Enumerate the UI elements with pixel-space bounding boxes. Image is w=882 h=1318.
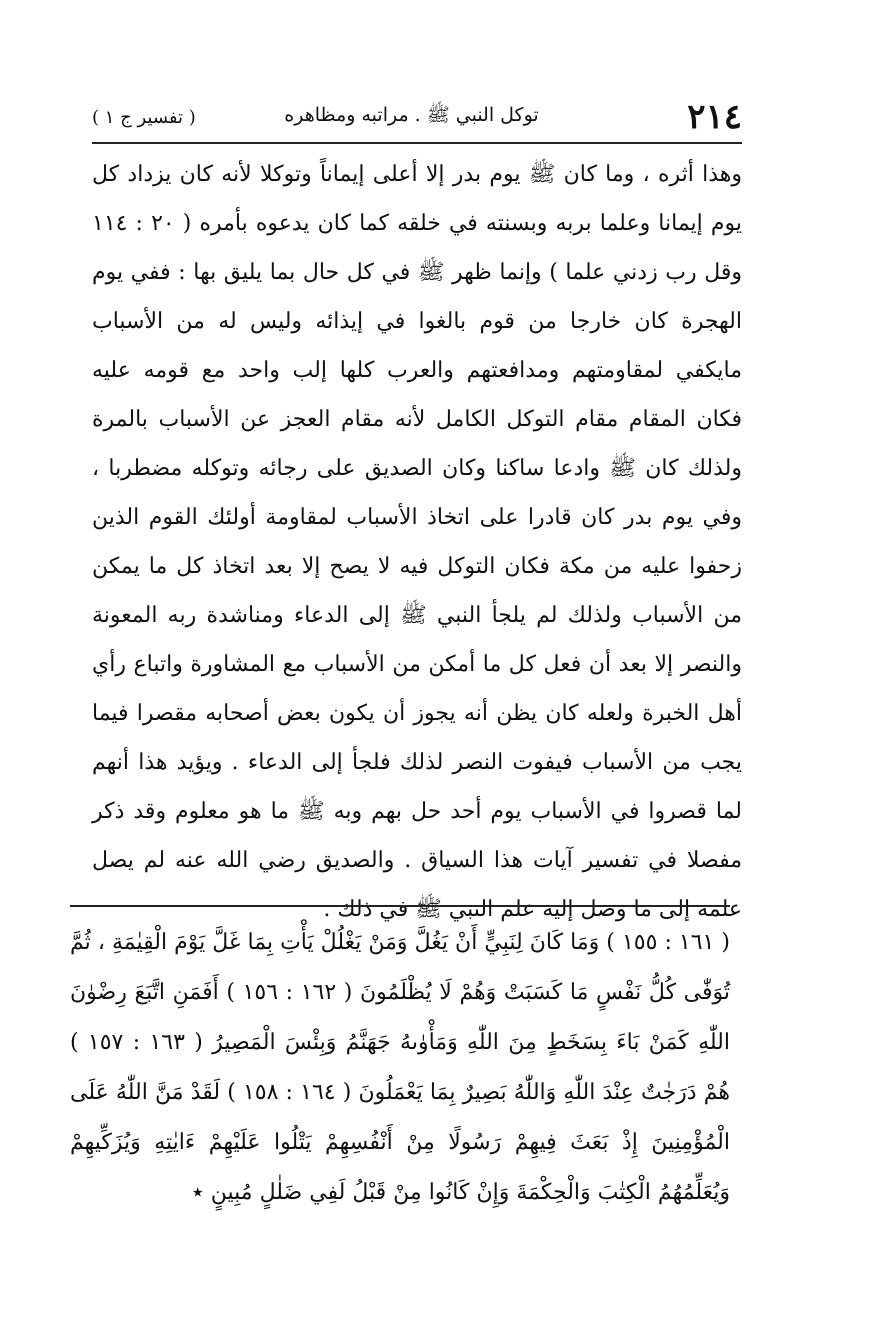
page-header (92, 92, 742, 144)
quran-verses-block (70, 918, 730, 1218)
commentary-paragraph: وهذا أثره ، وما كان ﷺ يوم بدر إلا أعلى إيماناً وتوكلا لأنه كان يزداد كل يوم إيمانا وعلما بربه وبسنته في خلقه كما كان يدعوه بأمره ( ٢٠ : ١١٤ وقل رب زدني علما ) وإنما ظهر ﷺ في كل حال بما يليق بها : ففي يوم الهجرة كان خارجا من قوم بالغوا في إيذائه وليس له من الأسباب مايكفي لمقاومتهم ومدافعتهم والعرب كلها إلب واحد مع قومه عليه فكان المقام مقام التوكل الكامل لأنه مقام العجز عن الأسباب بالمرة ولذلك كان ﷺ وادعا ساكنا وكان الصديق على رجائه وتوكله مضطربا ، وفي يوم بدر كان قادرا على اتخاذ الأسباب لمقاومة أولئك القوم الذين زحفوا عليه من مكة فكان التوكل فيه لا يصح إلا بعد اتخاذ كل ما يمكن من الأسباب ولذلك لم يلجأ النبي ﷺ إلى الدعاء ومناشدة ربه المعونة والنصر إلا بعد أن فعل كل ما أمكن من الأسباب مع المشاورة واتباع رأي أهل الخبرة ولعله كان يظن أنه يجوز أن يكون بعض أصحابه مقصرا فيما يجب من الأسباب فيفوت النصر لذلك فلجأ إلى الدعاء . ويؤيد هذا أنهم لما قصروا في الأسباب يوم أحد حل بهم وبه ﷺ ما هو معلوم وقد ذكر مفصلا في تفسير آيات هذا السياق . والصديق رضي الله عنه لم يصل علمه إلى ما وصل إليه علم النبي ﷺ في ذلك . (92, 162, 743, 922)
footnote-divider (70, 905, 730, 907)
main-commentary (92, 150, 742, 934)
running-title: توكل النبي ﷺ . مراتبه ومظاهره (284, 104, 539, 126)
book-volume-tag: ( تفسير ج ١ ) (92, 106, 196, 128)
page-number: ٢١٤ (687, 97, 742, 137)
quran-verses: ( ١٦١ : ١٥٥ ) وَمَا كَانَ لِنَبِيٍّ أَنْ يَغُلَّ وَمَنْ يَغْلُلْ يَأْتِ بِمَا غَلَّ يَوْمَ الْقِيٰمَةِ ، ثُمَّ تُوَفّٰى كُلُّ نَفْسٍ مَا كَسَبَتْ وَهُمْ لَا يُظْلَمُونَ ( ١٦٢ : ١٥٦ ) أَفَمَنِ اتَّبَعَ رِضْوٰنَ اللّٰهِ كَمَنْ بَاءَ بِسَخَطٍ مِنَ اللّٰهِ وَمَأْوٰىهُ جَهَنَّمُ وَبِئْسَ الْمَصِيرُ ( ١٦٣ : ١٥٧ ) هُمْ دَرَجٰتٌ عِنْدَ اللّٰهِ وَاللّٰهُ بَصِيرٌ بِمَا يَعْمَلُونَ ( ١٦٤ : ١٥٨ ) لَقَدْ مَنَّ اللّٰهُ عَلَى الْمُؤْمِنِينَ إِذْ بَعَثَ فِيهِمْ رَسُولًا مِنْ أَنْفُسِهِمْ يَتْلُوا عَلَيْهِمْ ءَايٰتِهِ وَيُزَكِّيهِمْ وَيُعَلِّمُهُمُ الْكِتٰبَ وَالْحِكْمَةَ وَإِنْ كَانُوا مِنْ قَبْلُ لَفِي ضَلٰلٍ مُبِينٍ ٭ (70, 930, 731, 1205)
